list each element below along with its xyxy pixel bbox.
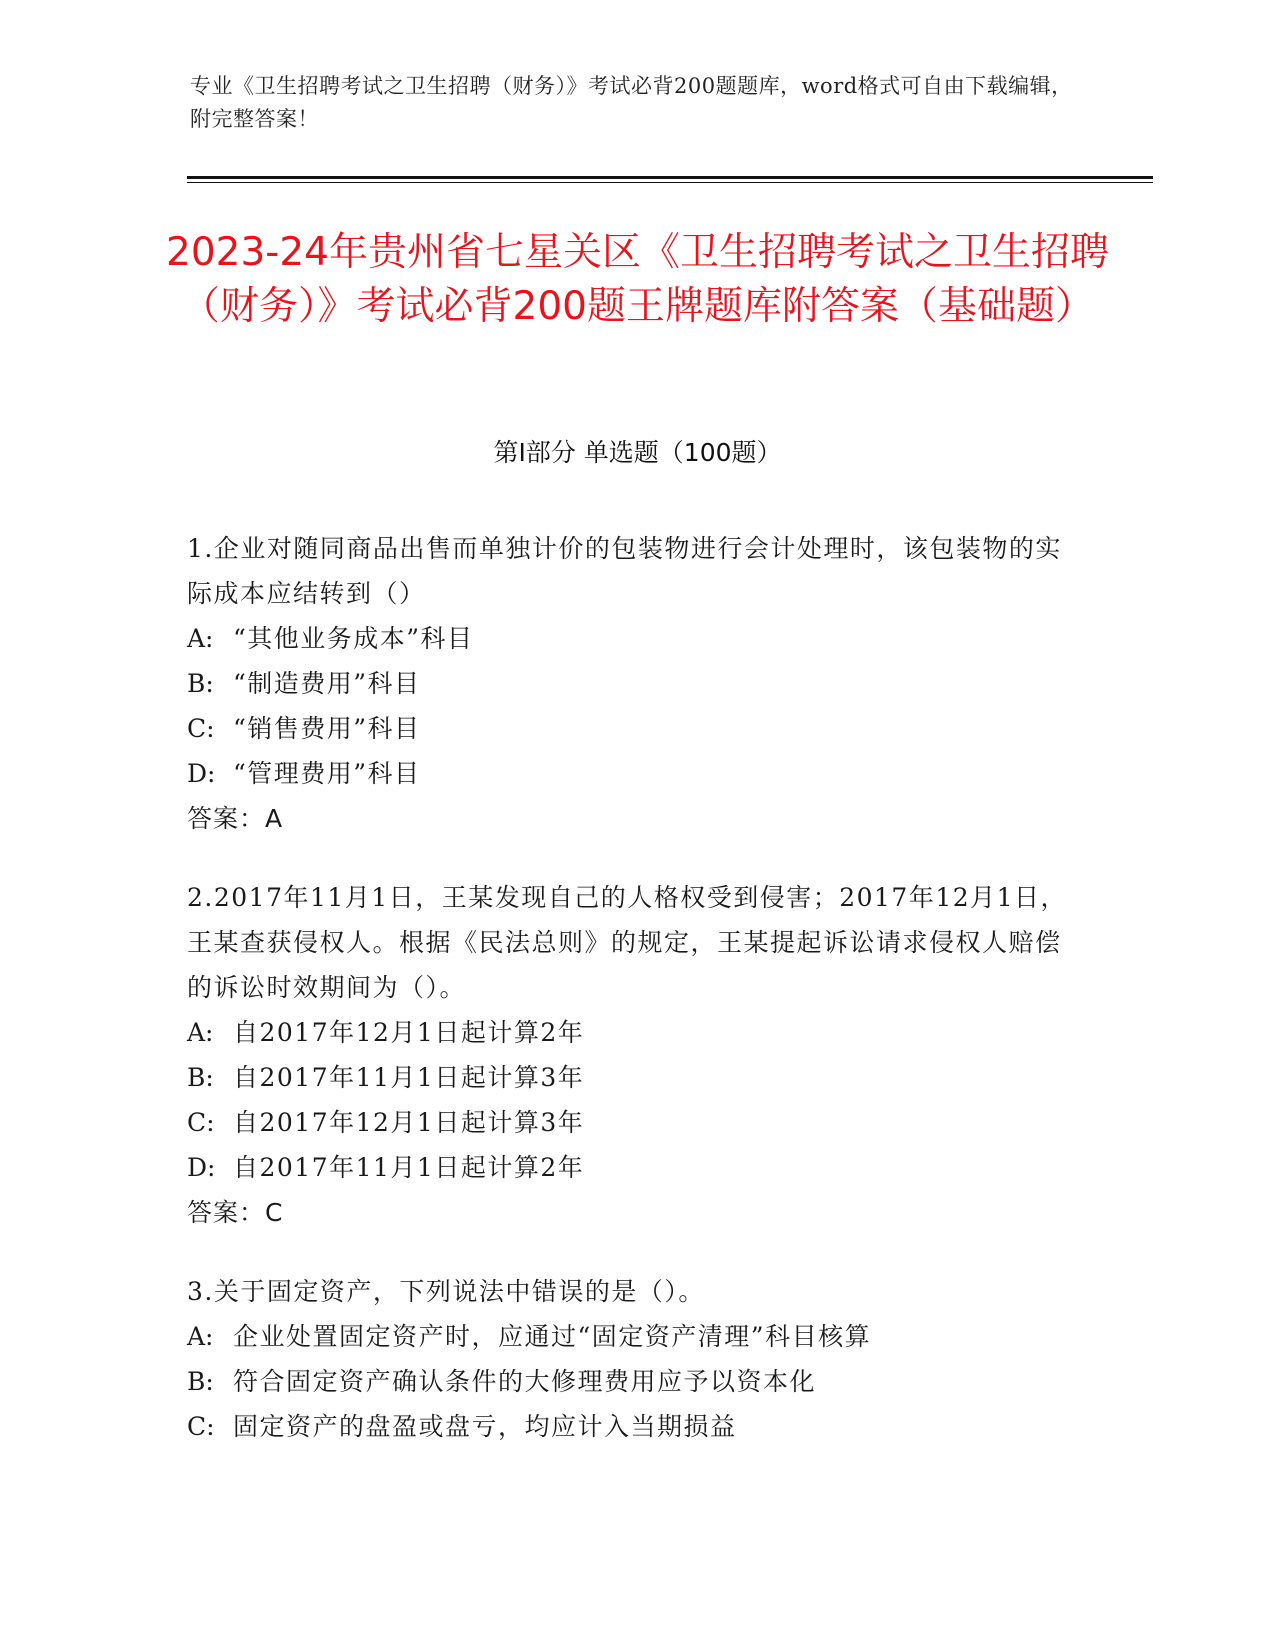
option-item xyxy=(187,661,1087,706)
question-item xyxy=(187,875,1087,1235)
option-item xyxy=(187,1010,1087,1055)
option-key: C: xyxy=(187,714,215,743)
option-item xyxy=(187,1359,1087,1404)
option-text: 企业处置固定资产时，应通过“固定资产清理”科目核算 xyxy=(233,1322,872,1351)
option-item xyxy=(187,1055,1087,1100)
option-text: 自2017年11月1日起计算3年 xyxy=(233,1063,585,1092)
option-item xyxy=(187,616,1087,661)
option-text: 自2017年12月1日起计算2年 xyxy=(233,1018,585,1047)
option-key: A: xyxy=(187,1018,214,1047)
option-item xyxy=(187,1145,1087,1190)
option-key: C: xyxy=(187,1108,215,1137)
section-title: 第I部分 单选题（100题） xyxy=(493,438,782,467)
option-key: D: xyxy=(187,759,216,788)
question-item xyxy=(187,1269,1087,1449)
option-item xyxy=(187,1100,1087,1145)
header-note: 专业《卫生招聘考试之卫生招聘（财务）》考试必背200题题库，word格式可自由下载编辑，附完整答案！ xyxy=(190,74,1073,131)
option-text: 自2017年12月1日起计算3年 xyxy=(233,1108,585,1137)
answer-line: 答案：C xyxy=(187,1198,284,1227)
option-list xyxy=(187,1314,1087,1449)
option-item xyxy=(187,751,1087,796)
question-stem: 2.2017年11月1日，王某发现自己的人格权受到侵害；2017年12月1日，王某查获侵权人。根据《民法总则》的规定，王某提起诉讼请求侵权人赔偿的诉讼时效期间为（）。 xyxy=(187,883,1068,1002)
option-key: D: xyxy=(187,1153,216,1182)
option-key: B: xyxy=(187,1367,214,1396)
answer-line: 答案：A xyxy=(187,804,284,833)
option-text: “管理费用”科目 xyxy=(233,759,421,788)
question-stem: 1.企业对随同商品出售而单独计价的包装物进行会计处理时，该包装物的实际成本应结转到（） xyxy=(187,534,1062,608)
header-divider-thick xyxy=(187,176,1153,179)
option-key: A: xyxy=(187,1322,214,1351)
option-text: 固定资产的盘盈或盘亏，均应计入当期损益 xyxy=(233,1412,737,1441)
option-list xyxy=(187,1010,1087,1190)
option-key: A: xyxy=(187,624,214,653)
option-key: B: xyxy=(187,669,214,698)
option-text: 自2017年11月1日起计算2年 xyxy=(233,1153,585,1182)
option-text: “销售费用”科目 xyxy=(233,714,421,743)
option-key: C: xyxy=(187,1412,215,1441)
option-key: B: xyxy=(187,1063,214,1092)
option-text: 符合固定资产确认条件的大修理费用应予以资本化 xyxy=(233,1367,817,1396)
document-title: 2023-24年贵州省七星关区《卫生招聘考试之卫生招聘（财务）》考试必背200题王牌题库附答案（基础题） xyxy=(166,230,1109,329)
option-text: “制造费用”科目 xyxy=(233,669,421,698)
header-divider-thin xyxy=(187,182,1153,183)
option-list xyxy=(187,616,1087,796)
option-item xyxy=(187,1404,1087,1449)
option-text: “其他业务成本”科目 xyxy=(233,624,474,653)
question-list xyxy=(187,526,1087,1483)
question-stem: 3.关于固定资产，下列说法中错误的是（）。 xyxy=(187,1277,705,1306)
option-item xyxy=(187,1314,1087,1359)
option-item xyxy=(187,706,1087,751)
question-item xyxy=(187,526,1087,841)
